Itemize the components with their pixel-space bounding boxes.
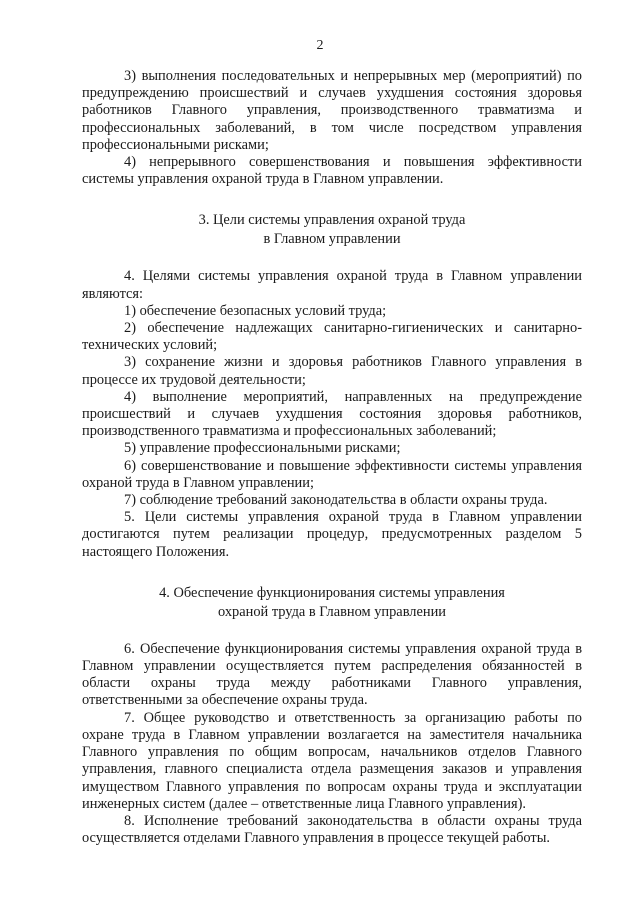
section-4-heading-line-1: 4. Обеспечение функционирования системы управления (159, 584, 505, 601)
goal-item-3: 3) сохранение жизни и здоровья работников Главного управления в процессе их трудовой деятельности; (82, 354, 582, 388)
section-3-heading (82, 211, 582, 249)
goal-item-1: 1) обеспечение безопасных условий труда; (124, 302, 387, 319)
clause-7: 7. Общее руководство и ответственность за организацию работы по охране труда в Главном управлении возлагается на заместителя начальника Главного управления по общим вопросам, начальников отделов Главного управления, главного специалиста отдела размещения заказов и управления имуществом Главного управления по вопросам охраны труда и эксплуатации инженерных систем (далее – ответственные лица Главного управления). (82, 709, 582, 812)
goal-item-6: 6) совершенствование и повышение эффективности системы управления охраной труда в Главном управлении; (82, 457, 582, 491)
clause-4-intro: 4. Целями системы управления охраной труда в Главном управлении являются: (82, 268, 582, 302)
paragraph-3-list-item: 3) выполнения последовательных и непрерывных мер (мероприятий) по предупреждению происшествий и случаев ухудшения состояния здоровья работников Главного управления, производственного травматизма и профессиональных заболеваний, в том числе посредством управления профессиональными рисками; (82, 68, 582, 153)
section-4-heading (82, 584, 582, 622)
clause-8: 8. Исполнение требований законодательства в области охраны труда осуществляется отделами Главного управления в процессе текущей работы. (82, 812, 582, 847)
goal-item-4: 4) выполнение мероприятий, направленных на предупреждение происшествий и случаев ухудшения состояния здоровья работников, производственного травматизма и профессиональных заболеваний; (82, 388, 582, 440)
goal-item-2: 2) обеспечение надлежащих санитарно-гигиенических и санитарно-технических условий; (82, 320, 582, 354)
page-number: 2 (316, 38, 324, 53)
clause-6: 6. Обеспечение функционирования системы управления охраной труда в Главном управлении осуществляется путем распределения обязанностей в области охраны труда между работниками Главного управления, ответственными за обеспечение охраны труда. (82, 640, 582, 709)
goal-item-5: 5) управление профессиональными рисками; (124, 440, 401, 457)
paragraph-4-list-item: 4) непрерывного совершенствования и повышения эффективности системы управления охраной труда в Главном управлении. (82, 154, 582, 188)
clause-5: 5. Цели системы управления охраной труда в Главном управлении достигаются путем реализации процедур, предусмотренных разделом 5 настоящего Положения. (82, 509, 582, 560)
section-3-heading-line-2: в Главном управлении (263, 231, 401, 248)
section-4-heading-line-2: охраной труда в Главном управлении (218, 603, 446, 620)
section-3-heading-line-1: 3. Цели системы управления охраной труда (198, 212, 466, 229)
document-body (82, 68, 582, 847)
goal-item-7: 7) соблюдение требований законодательства в области охраны труда. (124, 492, 548, 509)
